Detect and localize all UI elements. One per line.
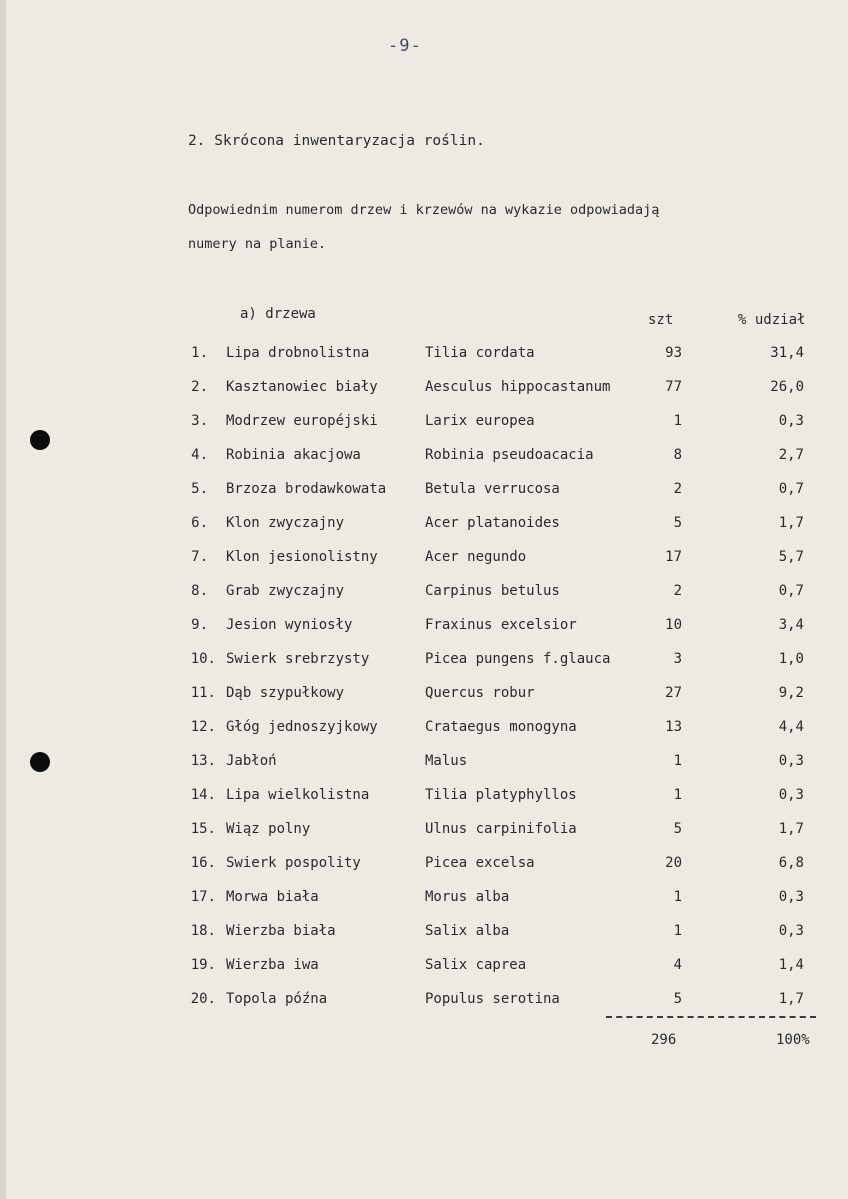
polish-name: Brzoza brodawkowata — [226, 481, 387, 497]
row-number: 8. — [191, 583, 208, 599]
percent-share: 3,4 — [778, 617, 804, 633]
quantity: 3 — [673, 651, 682, 667]
table-row — [0, 753, 848, 777]
percent-share: 4,4 — [778, 719, 804, 735]
quantity: 4 — [673, 957, 682, 973]
quantity: 5 — [673, 821, 682, 837]
latin-name: Quercus robur — [425, 685, 535, 701]
row-number: 9. — [191, 617, 208, 633]
quantity: 1 — [673, 787, 682, 803]
percent-share: 6,8 — [778, 855, 804, 871]
quantity: 13 — [665, 719, 682, 735]
quantity: 2 — [673, 481, 682, 497]
section-heading: 2. Skrócona inwentaryzacja roślin. — [188, 133, 485, 149]
latin-name: Betula verrucosa — [425, 481, 560, 497]
polish-name: Głóg jednoszyjkowy — [226, 719, 378, 735]
quantity: 1 — [673, 923, 682, 939]
row-number: 2. — [191, 379, 208, 395]
percent-share: 31,4 — [770, 345, 804, 361]
polish-name: Morwa biała — [226, 889, 319, 905]
table-row — [0, 345, 848, 369]
percent-share: 9,2 — [778, 685, 804, 701]
intro-line-2: numery na planie. — [188, 236, 327, 252]
table-row — [0, 413, 848, 437]
latin-name: Crataegus monogyna — [425, 719, 577, 735]
quantity: 1 — [673, 413, 682, 429]
row-number: 18. — [190, 923, 216, 939]
quantity: 20 — [665, 855, 682, 871]
row-number: 4. — [191, 447, 208, 463]
row-number: 16. — [190, 855, 216, 871]
row-number: 3. — [191, 413, 208, 429]
table-row — [0, 889, 848, 913]
row-number: 11. — [190, 685, 216, 701]
polish-name: Kasztanowiec biały — [226, 379, 378, 395]
punch-hole-bottom — [30, 752, 50, 772]
quantity: 27 — [665, 685, 682, 701]
percent-share: 0,3 — [778, 889, 804, 905]
percent-share: 0,3 — [778, 413, 804, 429]
percent-share: 1,4 — [778, 957, 804, 973]
percent-share: 2,7 — [778, 447, 804, 463]
quantity: 5 — [673, 515, 682, 531]
percent-share: 1,0 — [778, 651, 804, 667]
latin-name: Acer negundo — [425, 549, 527, 565]
percent-share: 1,7 — [778, 821, 804, 837]
table-row — [0, 719, 848, 743]
latin-name: Acer platanoides — [425, 515, 560, 531]
polish-name: Wiąz polny — [226, 821, 311, 837]
percent-share: 26,0 — [770, 379, 804, 395]
latin-name: Tilia platyphyllos — [425, 787, 577, 803]
percent-share: 0,7 — [778, 583, 804, 599]
table-row — [0, 379, 848, 403]
quantity: 8 — [673, 447, 682, 463]
latin-name: Picea excelsa — [425, 855, 535, 871]
row-number: 15. — [190, 821, 216, 837]
polish-name: Jesion wyniosły — [226, 617, 353, 633]
table-row — [0, 549, 848, 573]
table-row — [0, 923, 848, 947]
quantity: 2 — [673, 583, 682, 599]
polish-name: Jabłoń — [226, 753, 277, 769]
latin-name: Salix alba — [425, 923, 510, 939]
table-row — [0, 787, 848, 811]
quantity: 1 — [673, 753, 682, 769]
row-number: 10. — [190, 651, 216, 667]
row-number: 1. — [191, 345, 208, 361]
polish-name: Wierzba biała — [226, 923, 336, 939]
table-row — [0, 515, 848, 539]
table-row — [0, 685, 848, 709]
polish-name: Lipa wielkolistna — [226, 787, 370, 803]
percent-share: 0,3 — [778, 923, 804, 939]
percent-share: 0,7 — [778, 481, 804, 497]
row-number: 20. — [190, 991, 216, 1007]
table-row — [0, 957, 848, 981]
polish-name: Swierk srebrzysty — [226, 651, 370, 667]
table-row — [0, 821, 848, 845]
latin-name: Fraxinus excelsior — [425, 617, 577, 633]
latin-name: Salix caprea — [425, 957, 527, 973]
percent-share: 0,3 — [778, 753, 804, 769]
trees-subheading: a) drzewa — [240, 306, 316, 322]
polish-name: Swierk pospolity — [226, 855, 361, 871]
latin-name: Larix europea — [425, 413, 535, 429]
total-quantity: 296 — [651, 1032, 677, 1048]
column-header-percent: % udział — [738, 312, 806, 328]
row-number: 12. — [190, 719, 216, 735]
quantity: 1 — [673, 889, 682, 905]
table-row — [0, 651, 848, 675]
latin-name: Aesculus hippocastanum — [425, 379, 611, 395]
row-number: 17. — [190, 889, 216, 905]
row-number: 5. — [191, 481, 208, 497]
percent-share: 1,7 — [778, 515, 804, 531]
polish-name: Robinia akacjowa — [226, 447, 361, 463]
row-number: 14. — [190, 787, 216, 803]
percent-share: 0,3 — [778, 787, 804, 803]
intro-line-1: Odpowiednim numerom drzew i krzewów na wykazie odpowiadają — [188, 202, 660, 218]
latin-name: Populus serotina — [425, 991, 560, 1007]
totals-divider — [606, 1016, 816, 1018]
latin-name: Tilia cordata — [425, 345, 535, 361]
page-number: -9- — [388, 36, 422, 56]
polish-name: Klon zwyczajny — [226, 515, 345, 531]
polish-name: Dąb szypułkowy — [226, 685, 345, 701]
table-row — [0, 991, 848, 1015]
polish-name: Grab zwyczajny — [226, 583, 345, 599]
punch-hole-top — [30, 430, 50, 450]
latin-name: Ulnus carpinifolia — [425, 821, 577, 837]
latin-name: Carpinus betulus — [425, 583, 560, 599]
quantity: 93 — [665, 345, 682, 361]
latin-name: Picea pungens f.glauca — [425, 651, 611, 667]
table-row — [0, 617, 848, 641]
table-row — [0, 481, 848, 505]
row-number: 7. — [191, 549, 208, 565]
row-number: 19. — [190, 957, 216, 973]
table-row — [0, 583, 848, 607]
polish-name: Lipa drobnolistna — [226, 345, 370, 361]
table-row — [0, 855, 848, 879]
quantity: 77 — [665, 379, 682, 395]
latin-name: Robinia pseudoacacia — [425, 447, 594, 463]
latin-name: Malus — [425, 753, 468, 769]
polish-name: Modrzew européjski — [226, 413, 378, 429]
quantity: 10 — [665, 617, 682, 633]
column-header-quantity: szt — [648, 312, 674, 328]
quantity: 5 — [673, 991, 682, 1007]
latin-name: Morus alba — [425, 889, 510, 905]
table-row — [0, 447, 848, 471]
row-number: 6. — [191, 515, 208, 531]
percent-share: 5,7 — [778, 549, 804, 565]
row-number: 13. — [190, 753, 216, 769]
polish-name: Klon jesionolistny — [226, 549, 378, 565]
polish-name: Topola późna — [226, 991, 328, 1007]
percent-share: 1,7 — [778, 991, 804, 1007]
total-percent: 100% — [776, 1032, 810, 1048]
polish-name: Wierzba iwa — [226, 957, 319, 973]
quantity: 17 — [665, 549, 682, 565]
